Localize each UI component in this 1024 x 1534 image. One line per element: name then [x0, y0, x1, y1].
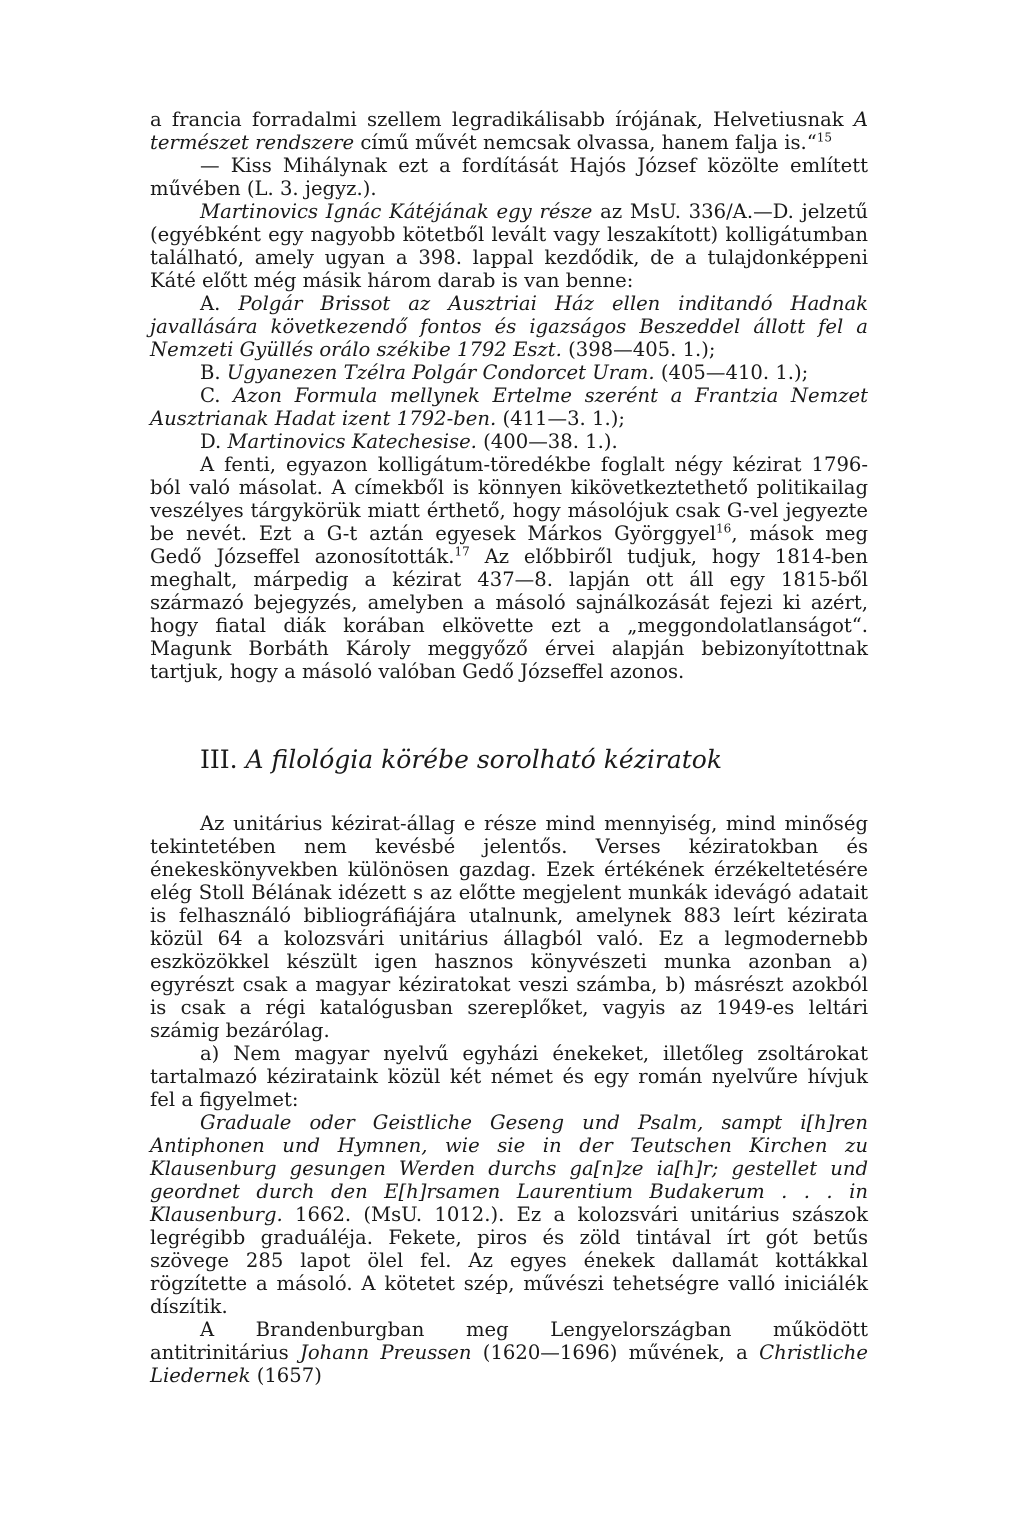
paragraph-martinovics [150, 200, 868, 292]
paragraph-preussen [150, 1318, 868, 1387]
text-run: A fenti, egyazon kolligátum-töredékbe foglalt négy kézirat 1796-ból való másolat. A címekből is könnyen kikövetkeztethető politikailag veszélyes tárgykörük miatt érthető, hogy másolójuk csak G-vel jegyezte be nevét. Ezt a G-t aztán egyesek Márkos Györggyel [150, 453, 868, 545]
list-item-d [150, 430, 868, 453]
list-label: D. [200, 430, 228, 453]
page-ref: (398—405. 1.); [561, 338, 716, 361]
page-ref: (411—3. 1.); [496, 407, 625, 430]
text-run: az MsU. 336/A.—D. jelzetű (egyébként egy nagyobb kötetből levált vagy leszakított) kolligátumban található, amely ugyan a 398. lappal kezdődik, de a tulajdonképpeni Káté előtt még másik három darab is van benne: [150, 200, 868, 292]
text-run: Az előbbiről tudjuk, hogy 1814-ben meghalt, márpedig a kézirat 437—8. lapján ott áll egy 1815-ből származó bejegyzés, amelyben a másoló sajnálkozását fejezi ki azért, hogy fiatal diák korában elkövette ezt a „meggondolatlanságot“. Magunk Borbáth Károly meggyőző érvei alapján bebizonyítottnak tartjuk, hogy a másoló valóban Gedő Józseffel azonos. [150, 545, 868, 683]
section-number: III. [200, 745, 246, 774]
paragraph-helvetius [150, 108, 868, 154]
text-body [150, 108, 868, 1387]
text-run: (1657) [250, 1364, 322, 1387]
paragraph-non-hungarian: a) Nem magyar nyelvű egyházi énekeket, illetőleg zsoltárokat tartalmazó kézirataink közül két német és egy román nyelvűre hívjuk fel a figyelmet: [150, 1042, 868, 1111]
section-heading [150, 745, 868, 775]
list-item-a [150, 292, 868, 361]
text-run: A Brandenburgban meg Lengyelországban működött antitrinitárius [150, 1318, 868, 1364]
list-item-c [150, 384, 868, 430]
italic-title: Polgár Brissot az Ausztriai Ház ellen inditandó Hadnak javallására következendő fontos és igazságos Beszeddel állott fel a Nemzeti Gyüllés orálo székibe 1792 Eszt. [150, 292, 868, 361]
italic-title: Christliche Liedernek [150, 1341, 868, 1387]
paragraph-unitarian: Az unitárius kézirat-állag e része mind mennyiség, mind minőség tekintetében nem kevésbé jelentős. Verses kéziratokban és énekeskönyvekben különösen gazdag. Ezek értékének érzékeltetésére elég Stoll Bélának idézett s az előtte megjelent munkák idevágó adatait is felhasználó bibliográfiájára utalnunk, amelynek 883 leírt kézirata közül 64 a kolozsvári unitárius állagból való. Ez a legmodernebb eszközökkel készült igen hasznos könyvészeti munka azonban a) egyrészt csak a magyar kéziratokat veszi számba, b) másrészt azokból is csak a régi katalógusban szereplőket, vagyis az 1949-es leltári számig bezárólag. [150, 812, 868, 1042]
italic-title: A természet rendszere [150, 108, 868, 154]
page-ref: 1662. (MsU. 1012.). [282, 1203, 505, 1226]
paragraph-graduale [150, 1111, 868, 1318]
italic-title: Martinovics Ignác Kátéjának egy része [200, 200, 593, 223]
italic-title: Azon Formula mellynek Ertelme szerént a Frantzia Nemzet Ausztrianak Hadat izent 1792-ben. [150, 384, 868, 430]
footnote-ref: 15 [816, 130, 833, 145]
italic-title: Ugyanezen Tzélra Polgár Condorcet Uram. [226, 361, 655, 384]
section-spacer [150, 775, 868, 812]
paragraph-kiss: — Kiss Mihálynak ezt a fordítását Hajós József közölte említett művében (L. 3. jegyz.). [150, 154, 868, 200]
text-run: (1620—1696) művének, a [471, 1341, 760, 1364]
page-ref: (405—410. 1.); [654, 361, 809, 384]
section-title: A filológia körébe sorolható kéziratok [245, 745, 722, 774]
italic-title: Graduale oder Geistliche Geseng und Psalm, sampt i[h]ren Antiphonen und Hymnen, wie sie in der Teutschen Kirchen zu Klausenburg gesungen Werden durchs ga[n]ze ia[h]r; gestellet und geordnet durch den E[h]rsamen Laurentium Budakerum . . . in Klausenburg. [150, 1111, 868, 1226]
list-label: B. [200, 361, 227, 384]
italic-name: Johann Preussen [299, 1341, 472, 1364]
text-run: Ez a kolozsvári unitárius szászok legrégibb graduáléja. Fekete, piros és zöld tintával írt gót betűs szövege 285 lapot ölel fel. Az egyes énekek dallamát kottákkal rögzítette a másoló. A kötetet szép, művészi tehetségre valló iniciálék díszítik. [150, 1203, 868, 1318]
italic-title: Martinovics Katechesise. [227, 430, 477, 453]
page-ref: (400—38. 1.). [476, 430, 618, 453]
list-item-b [150, 361, 868, 384]
text-run: , mások meg Gedő Józseffel azonosították. [150, 522, 868, 568]
footnote-ref: 16 [716, 521, 732, 536]
footnote-ref: 17 [454, 544, 470, 559]
paragraph-copyist [150, 453, 868, 683]
text-run: a francia forradalmi szellem legradikálisabb írójának, Helvetiusnak [150, 108, 854, 131]
list-label: C. [200, 384, 234, 407]
list-label: A. [200, 292, 239, 315]
section-spacer [150, 683, 868, 745]
text-run: című művét nemcsak olvassa, hanem falja is.“ [354, 131, 817, 154]
